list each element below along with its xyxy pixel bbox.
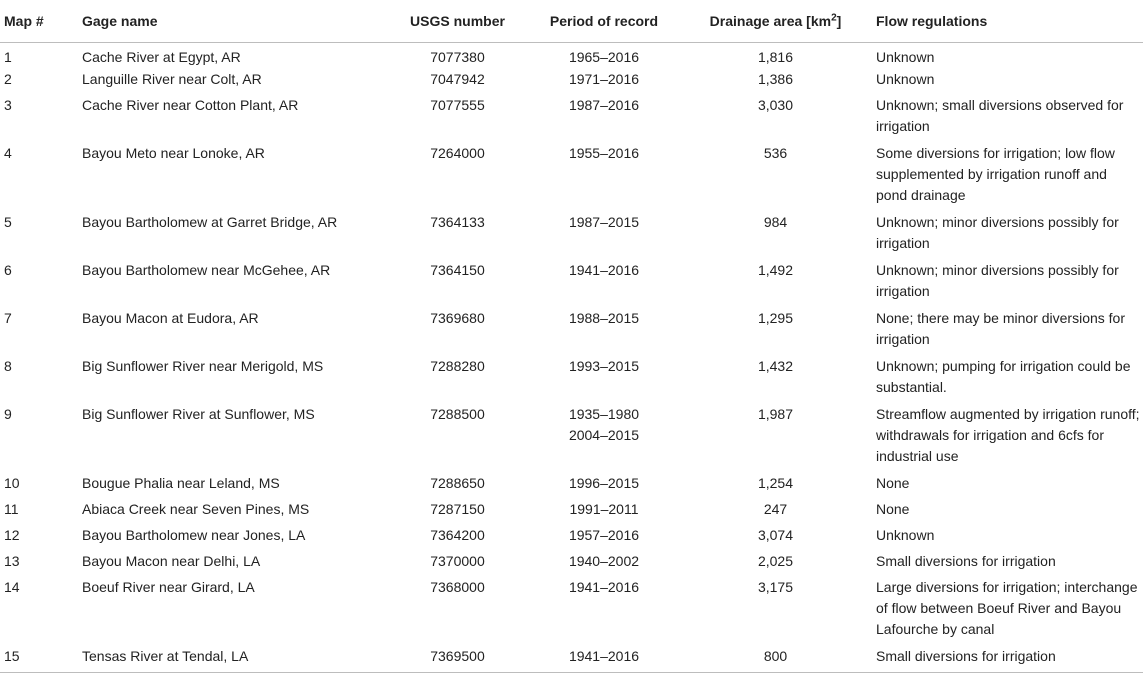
cell-period-of-record (523, 551, 685, 577)
header-flow-regulations: Flow regulations (866, 0, 1143, 43)
period-line: 1991–2011 (569, 500, 639, 517)
flow-line: irrigation (876, 282, 930, 299)
flow-line: Streamflow augmented by irrigation runoff; (876, 405, 1140, 422)
cell-gage-name: Bayou Meto near Lonoke, AR (82, 144, 265, 161)
table-row (0, 143, 1143, 212)
cell-flow-regulations (866, 646, 1143, 673)
flow-line: Unknown (876, 49, 935, 65)
flow-line: Unknown; minor diversions possibly for (876, 261, 1119, 278)
cell-usgs-number: 7047942 (430, 70, 485, 87)
table-row (0, 404, 1143, 473)
cell-map-number: 3 (4, 96, 12, 113)
cell-flow-regulations (866, 473, 1143, 499)
cell-drainage-area: 1,254 (757, 474, 794, 491)
flow-line: industrial use (876, 447, 959, 464)
cell-period-of-record (523, 646, 685, 673)
flow-line: irrigation (876, 117, 930, 134)
header-period-of-record: Period of record (523, 0, 685, 43)
cell-drainage-area: 3,030 (757, 96, 794, 113)
cell-map-number: 11 (4, 500, 19, 517)
cell-flow-regulations (866, 551, 1143, 577)
cell-flow-regulations (866, 525, 1143, 551)
cell-drainage-area: 247 (763, 500, 788, 517)
cell-drainage-area: 2,025 (757, 552, 794, 569)
cell-gage-name: Boeuf River near Girard, LA (82, 578, 255, 595)
period-line: 1993–2015 (568, 357, 640, 374)
period-line: 1971–2016 (568, 70, 640, 87)
table-row (0, 551, 1143, 577)
period-line: 1941–2016 (568, 578, 640, 595)
cell-usgs-number: 7264000 (430, 144, 485, 161)
cell-map-number: 14 (4, 578, 20, 595)
cell-period-of-record (523, 356, 685, 404)
cell-usgs-number: 7287150 (430, 500, 485, 517)
period-line: 1940–2002 (568, 552, 640, 569)
cell-usgs-number: 7288500 (430, 405, 485, 422)
cell-flow-regulations (866, 69, 1143, 95)
cell-drainage-area: 536 (763, 144, 788, 161)
cell-gage-name: Bougue Phalia near Leland, MS (82, 474, 280, 491)
header-drainage-area-exponent: 2 (831, 11, 837, 23)
cell-period-of-record (523, 577, 685, 646)
period-line: 1935–1980 (568, 405, 640, 422)
period-line: 1955–2016 (568, 144, 640, 161)
cell-gage-name: Big Sunflower River at Sunflower, MS (82, 405, 315, 422)
table-row (0, 356, 1143, 404)
cell-map-number: 15 (4, 647, 20, 664)
table-row (0, 525, 1143, 551)
cell-usgs-number: 7077380 (430, 49, 485, 65)
flow-line: Small diversions for irrigation (876, 552, 1056, 569)
cell-flow-regulations (866, 308, 1143, 356)
cell-gage-name: Bayou Macon at Eudora, AR (82, 309, 259, 326)
header-gage-name: Gage name (78, 0, 392, 43)
cell-map-number: 6 (4, 261, 12, 278)
table-body (0, 43, 1143, 673)
cell-flow-regulations (866, 260, 1143, 308)
period-line: 1987–2015 (568, 213, 640, 230)
period-line: 1987–2016 (568, 96, 640, 113)
cell-period-of-record (523, 143, 685, 212)
cell-usgs-number: 7364133 (430, 213, 485, 230)
cell-flow-regulations (866, 143, 1143, 212)
cell-period-of-record (523, 308, 685, 356)
header-drainage-area-text: Drainage area [km (709, 12, 832, 29)
cell-flow-regulations (866, 577, 1143, 646)
cell-period-of-record (523, 525, 685, 551)
cell-period-of-record (523, 95, 685, 143)
cell-gage-name: Big Sunflower River near Merigold, MS (82, 357, 324, 374)
cell-drainage-area: 1,816 (757, 49, 794, 65)
flow-line: Unknown (876, 526, 935, 543)
cell-drainage-area: 1,386 (757, 70, 794, 87)
flow-line: withdrawals for irrigation and 6cfs for (876, 426, 1104, 443)
flow-line: Unknown; small diversions observed for (876, 96, 1124, 113)
cell-drainage-area: 1,432 (757, 357, 794, 374)
table-row (0, 43, 1143, 69)
cell-usgs-number: 7364150 (430, 261, 485, 278)
header-drainage-area (685, 0, 866, 43)
cell-drainage-area: 1,295 (757, 309, 794, 326)
flow-line: Unknown; pumping for irrigation could be (876, 357, 1131, 374)
flow-line: None; there may be minor diversions for (876, 309, 1125, 326)
cell-period-of-record (523, 69, 685, 95)
cell-period-of-record (523, 212, 685, 260)
cell-usgs-number: 7370000 (430, 552, 485, 569)
header-row (0, 0, 1143, 43)
cell-flow-regulations (866, 499, 1143, 525)
cell-map-number: 7 (4, 309, 12, 326)
cell-flow-regulations (866, 43, 1143, 69)
cell-usgs-number: 7369500 (430, 647, 485, 664)
period-line: 1996–2015 (568, 474, 640, 491)
table-row (0, 69, 1143, 95)
cell-period-of-record (523, 499, 685, 525)
cell-period-of-record (523, 260, 685, 308)
table-row (0, 499, 1143, 525)
cell-map-number: 12 (4, 526, 20, 543)
cell-usgs-number: 7077555 (430, 96, 485, 113)
cell-gage-name: Bayou Bartholomew near Jones, LA (82, 526, 306, 543)
cell-map-number: 13 (4, 552, 20, 569)
flow-line: pond drainage (876, 186, 966, 203)
table-row (0, 646, 1143, 673)
cell-map-number: 8 (4, 357, 12, 374)
flow-line: of flow between Boeuf River and Bayou (876, 599, 1122, 616)
cell-drainage-area: 3,175 (757, 578, 794, 595)
period-line: 1941–2016 (568, 261, 640, 278)
flow-line: Lafourche by canal (876, 620, 995, 637)
flow-line: Unknown (876, 70, 935, 87)
cell-flow-regulations (866, 212, 1143, 260)
cell-map-number: 9 (4, 405, 12, 422)
cell-drainage-area: 800 (763, 647, 788, 664)
cell-flow-regulations (866, 356, 1143, 404)
period-line: 2004–2015 (568, 426, 640, 443)
flow-line: irrigation (876, 234, 930, 251)
header-map-number: Map # (0, 0, 78, 43)
table-row (0, 260, 1143, 308)
cell-drainage-area: 3,074 (757, 526, 794, 543)
cell-map-number: 1 (4, 49, 12, 65)
cell-usgs-number: 7288650 (430, 474, 485, 491)
flow-line: Some diversions for irrigation; low flow (876, 144, 1115, 161)
cell-drainage-area: 1,492 (757, 261, 794, 278)
period-line: 1965–2016 (568, 49, 640, 65)
cell-drainage-area: 1,987 (757, 405, 794, 422)
cell-gage-name: Languille River near Colt, AR (82, 70, 262, 87)
cell-flow-regulations (866, 404, 1143, 473)
flow-line: irrigation (876, 330, 930, 347)
table-row (0, 473, 1143, 499)
flow-line: Small diversions for irrigation (876, 647, 1056, 664)
cell-usgs-number: 7368000 (430, 578, 485, 595)
table-row (0, 308, 1143, 356)
header-usgs-number: USGS number (392, 0, 523, 43)
cell-gage-name: Cache River at Egypt, AR (82, 49, 241, 65)
cell-usgs-number: 7288280 (430, 357, 485, 374)
cell-usgs-number: 7369680 (430, 309, 485, 326)
period-line: 1988–2015 (568, 309, 640, 326)
cell-drainage-area: 984 (763, 213, 788, 230)
flow-line: None (876, 500, 910, 517)
cell-gage-name: Bayou Bartholomew near McGehee, AR (82, 261, 331, 278)
cell-gage-name: Bayou Bartholomew at Garret Bridge, AR (82, 213, 338, 230)
header-drainage-area-close: ] (836, 12, 842, 29)
table-row (0, 577, 1143, 646)
cell-usgs-number: 7364200 (430, 526, 485, 543)
cell-gage-name: Bayou Macon near Delhi, LA (82, 552, 261, 569)
cell-flow-regulations (866, 95, 1143, 143)
cell-map-number: 2 (4, 70, 12, 87)
flow-line: supplemented by irrigation runoff and (876, 165, 1107, 182)
cell-period-of-record (523, 43, 685, 69)
cell-gage-name: Tensas River at Tendal, LA (82, 647, 249, 664)
flow-line: Unknown; minor diversions possibly for (876, 213, 1119, 230)
flow-line: None (876, 474, 910, 491)
flow-line: Large diversions for irrigation; interchange (876, 578, 1138, 595)
table-row (0, 95, 1143, 143)
cell-period-of-record (523, 404, 685, 473)
cell-gage-name: Cache River near Cotton Plant, AR (82, 96, 299, 113)
cell-map-number: 5 (4, 213, 12, 230)
cell-gage-name: Abiaca Creek near Seven Pines, MS (82, 500, 310, 517)
period-line: 1941–2016 (568, 647, 640, 664)
table-row (0, 212, 1143, 260)
flow-line: substantial. (876, 378, 947, 395)
cell-map-number: 4 (4, 144, 12, 161)
cell-map-number: 10 (4, 474, 20, 491)
cell-period-of-record (523, 473, 685, 499)
period-line: 1957–2016 (568, 526, 640, 543)
